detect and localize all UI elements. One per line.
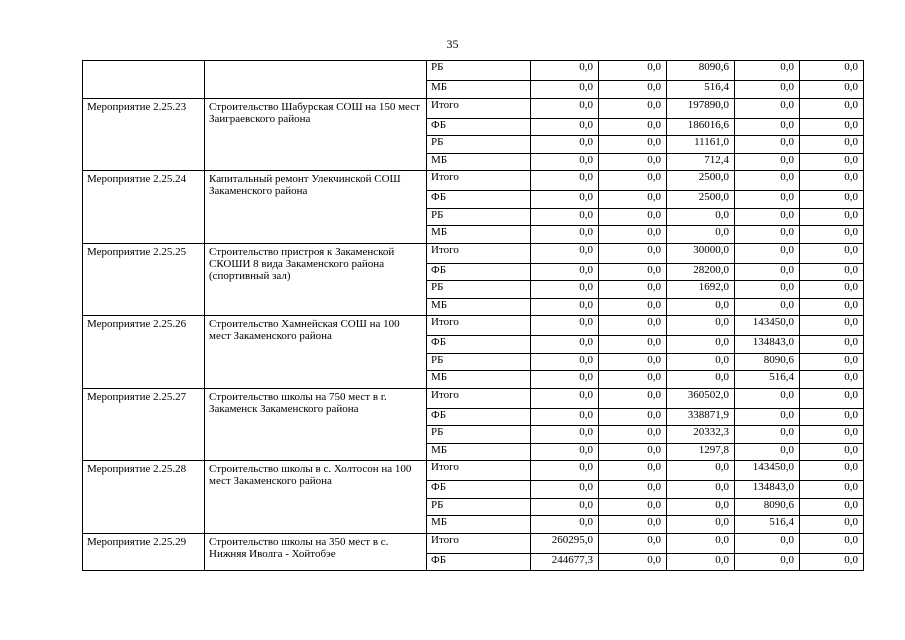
funding-source-label: ФБ [427, 336, 531, 354]
table-row [83, 98, 864, 118]
amount-cell: 0,0 [599, 298, 667, 316]
amount-cell: 0,0 [667, 461, 735, 481]
amount-cell: 0,0 [531, 426, 599, 444]
amount-cell: 0,0 [531, 408, 599, 426]
table-row [83, 316, 864, 336]
measure-description: Строительство школы в с. Холтосон на 100 мест Закаменского района [205, 461, 427, 534]
amount-cell: 0,0 [599, 61, 667, 81]
funding-source-label: ФБ [427, 118, 531, 136]
amount-cell: 0,0 [800, 118, 864, 136]
measure-description: Капитальный ремонт Улекчинской СОШ Закаменского района [205, 171, 427, 244]
page-number: 35 [446, 37, 459, 51]
measure-description [205, 61, 427, 99]
amount-cell: 0,0 [735, 208, 800, 226]
funding-source-label: Итого [427, 98, 531, 118]
funding-source-label: Итого [427, 316, 531, 336]
amount-cell: 0,0 [667, 353, 735, 371]
amount-cell: 338871,9 [667, 408, 735, 426]
measure-name: Мероприятие 2.25.24 [83, 171, 205, 244]
amount-cell: 260295,0 [531, 533, 599, 553]
amount-cell: 28200,0 [667, 263, 735, 281]
amount-cell: 0,0 [531, 336, 599, 354]
funding-source-label: ФБ [427, 481, 531, 499]
amount-cell: 0,0 [599, 208, 667, 226]
amount-cell: 0,0 [735, 153, 800, 171]
funding-source-label: РБ [427, 353, 531, 371]
amount-cell: 712,4 [667, 153, 735, 171]
amount-cell: 0,0 [800, 153, 864, 171]
funding-source-label: ФБ [427, 191, 531, 209]
funding-source-label: РБ [427, 61, 531, 81]
amount-cell: 0,0 [735, 136, 800, 154]
amount-cell: 0,0 [735, 426, 800, 444]
amount-cell: 0,0 [800, 136, 864, 154]
amount-cell: 0,0 [800, 516, 864, 534]
funding-source-label: РБ [427, 136, 531, 154]
measure-name: Мероприятие 2.25.29 [83, 533, 205, 571]
funding-source-label: ФБ [427, 553, 531, 571]
amount-cell: 0,0 [599, 153, 667, 171]
amount-cell: 0,0 [735, 263, 800, 281]
amount-cell: 0,0 [800, 243, 864, 263]
funding-source-label: МБ [427, 516, 531, 534]
amount-cell: 0,0 [735, 443, 800, 461]
amount-cell: 0,0 [667, 316, 735, 336]
amount-cell: 0,0 [735, 408, 800, 426]
amount-cell: 0,0 [531, 98, 599, 118]
amount-cell: 516,4 [735, 371, 800, 389]
amount-cell: 0,0 [735, 298, 800, 316]
amount-cell: 0,0 [800, 98, 864, 118]
amount-cell: 0,0 [599, 263, 667, 281]
amount-cell: 0,0 [667, 481, 735, 499]
amount-cell: 0,0 [735, 533, 800, 553]
measure-description: Строительство школы на 750 мест в г. Закаменск Закаменского района [205, 388, 427, 461]
amount-cell: 0,0 [667, 371, 735, 389]
funding-source-label: МБ [427, 371, 531, 389]
amount-cell: 0,0 [800, 388, 864, 408]
amount-cell: 0,0 [599, 533, 667, 553]
amount-cell: 0,0 [531, 81, 599, 99]
amount-cell: 0,0 [800, 226, 864, 244]
amount-cell: 0,0 [599, 118, 667, 136]
amount-cell: 0,0 [800, 208, 864, 226]
funding-source-label: МБ [427, 298, 531, 316]
measure-name: Мероприятие 2.25.23 [83, 98, 205, 171]
amount-cell: 516,4 [735, 516, 800, 534]
amount-cell: 0,0 [531, 118, 599, 136]
amount-cell: 0,0 [599, 553, 667, 571]
amount-cell: 0,0 [599, 481, 667, 499]
amount-cell: 0,0 [800, 298, 864, 316]
budget-table [82, 60, 864, 571]
amount-cell: 0,0 [599, 353, 667, 371]
funding-source-label: РБ [427, 208, 531, 226]
amount-cell: 0,0 [800, 461, 864, 481]
amount-cell: 0,0 [667, 226, 735, 244]
amount-cell: 0,0 [599, 136, 667, 154]
amount-cell: 0,0 [667, 516, 735, 534]
amount-cell: 0,0 [531, 498, 599, 516]
table-row [83, 243, 864, 263]
amount-cell: 143450,0 [735, 461, 800, 481]
amount-cell: 0,0 [800, 336, 864, 354]
amount-cell: 0,0 [531, 61, 599, 81]
funding-source-label: Итого [427, 388, 531, 408]
amount-cell: 0,0 [800, 81, 864, 99]
amount-cell: 0,0 [800, 443, 864, 461]
measure-name [83, 61, 205, 99]
amount-cell: 0,0 [800, 371, 864, 389]
amount-cell: 1692,0 [667, 281, 735, 299]
funding-source-label: МБ [427, 226, 531, 244]
measure-description: Строительство школы на 350 мест в с. Нижняя Иволга - Хойтобэе [205, 533, 427, 571]
funding-source-label: МБ [427, 153, 531, 171]
amount-cell: 0,0 [800, 61, 864, 81]
amount-cell: 0,0 [735, 226, 800, 244]
amount-cell: 186016,6 [667, 118, 735, 136]
amount-cell: 0,0 [800, 171, 864, 191]
amount-cell: 0,0 [531, 226, 599, 244]
amount-cell: 0,0 [531, 208, 599, 226]
amount-cell: 0,0 [735, 388, 800, 408]
amount-cell: 0,0 [667, 298, 735, 316]
amount-cell: 0,0 [667, 553, 735, 571]
amount-cell: 0,0 [531, 516, 599, 534]
amount-cell: 0,0 [735, 171, 800, 191]
table-row [83, 533, 864, 553]
amount-cell: 0,0 [735, 118, 800, 136]
funding-source-label: МБ [427, 443, 531, 461]
amount-cell: 0,0 [800, 426, 864, 444]
funding-source-label: РБ [427, 498, 531, 516]
table-row [83, 171, 864, 191]
amount-cell: 8090,6 [667, 61, 735, 81]
table-row [83, 61, 864, 81]
amount-cell: 0,0 [599, 516, 667, 534]
table-row [83, 388, 864, 408]
amount-cell: 0,0 [531, 191, 599, 209]
amount-cell: 2500,0 [667, 191, 735, 209]
amount-cell: 0,0 [531, 136, 599, 154]
amount-cell: 0,0 [531, 316, 599, 336]
amount-cell: 0,0 [800, 263, 864, 281]
amount-cell: 8090,6 [735, 353, 800, 371]
amount-cell: 0,0 [531, 281, 599, 299]
amount-cell: 11161,0 [667, 136, 735, 154]
amount-cell: 8090,6 [735, 498, 800, 516]
amount-cell: 0,0 [800, 408, 864, 426]
measure-name: Мероприятие 2.25.28 [83, 461, 205, 534]
amount-cell: 0,0 [735, 98, 800, 118]
amount-cell: 0,0 [531, 298, 599, 316]
amount-cell: 0,0 [531, 171, 599, 191]
amount-cell: 0,0 [800, 281, 864, 299]
amount-cell: 30000,0 [667, 243, 735, 263]
funding-source-label: РБ [427, 426, 531, 444]
measure-description: Строительство пристроя к Закаменской СКОШИ 8 вида Закаменского района (спортивный зал) [205, 243, 427, 316]
amount-cell: 0,0 [599, 316, 667, 336]
amount-cell: 244677,3 [531, 553, 599, 571]
amount-cell: 0,0 [599, 388, 667, 408]
amount-cell: 0,0 [599, 426, 667, 444]
amount-cell: 0,0 [599, 98, 667, 118]
funding-source-label: Итого [427, 171, 531, 191]
amount-cell: 134843,0 [735, 481, 800, 499]
measure-description: Строительство Шабурская СОШ на 150 мест Заиграевского района [205, 98, 427, 171]
funding-source-label: Итого [427, 533, 531, 553]
amount-cell: 360502,0 [667, 388, 735, 408]
amount-cell: 2500,0 [667, 171, 735, 191]
amount-cell: 0,0 [599, 81, 667, 99]
amount-cell: 0,0 [800, 316, 864, 336]
amount-cell: 0,0 [599, 461, 667, 481]
amount-cell: 0,0 [800, 353, 864, 371]
measure-description: Строительство Хамнейская СОШ на 100 мест Закаменского района [205, 316, 427, 389]
measure-name: Мероприятие 2.25.27 [83, 388, 205, 461]
amount-cell: 0,0 [599, 371, 667, 389]
table-row [83, 461, 864, 481]
amount-cell: 0,0 [531, 388, 599, 408]
amount-cell: 0,0 [735, 281, 800, 299]
amount-cell: 0,0 [599, 443, 667, 461]
amount-cell: 0,0 [667, 208, 735, 226]
amount-cell: 0,0 [531, 243, 599, 263]
amount-cell: 197890,0 [667, 98, 735, 118]
amount-cell: 134843,0 [735, 336, 800, 354]
amount-cell: 0,0 [735, 81, 800, 99]
amount-cell: 0,0 [531, 461, 599, 481]
measure-name: Мероприятие 2.25.26 [83, 316, 205, 389]
amount-cell: 0,0 [531, 263, 599, 281]
amount-cell: 0,0 [599, 281, 667, 299]
funding-source-label: МБ [427, 81, 531, 99]
funding-source-label: Итого [427, 243, 531, 263]
amount-cell: 0,0 [599, 171, 667, 191]
amount-cell: 0,0 [599, 243, 667, 263]
amount-cell: 0,0 [800, 191, 864, 209]
funding-source-label: ФБ [427, 263, 531, 281]
amount-cell: 516,4 [667, 81, 735, 99]
amount-cell: 0,0 [667, 498, 735, 516]
amount-cell: 0,0 [735, 243, 800, 263]
funding-source-label: ФБ [427, 408, 531, 426]
funding-source-label: Итого [427, 461, 531, 481]
amount-cell: 0,0 [531, 481, 599, 499]
amount-cell: 0,0 [531, 443, 599, 461]
amount-cell: 0,0 [599, 408, 667, 426]
amount-cell: 0,0 [667, 336, 735, 354]
amount-cell: 0,0 [800, 553, 864, 571]
amount-cell: 0,0 [531, 153, 599, 171]
amount-cell: 0,0 [531, 371, 599, 389]
amount-cell: 0,0 [800, 481, 864, 499]
amount-cell: 0,0 [599, 226, 667, 244]
amount-cell: 143450,0 [735, 316, 800, 336]
amount-cell: 0,0 [735, 61, 800, 81]
amount-cell: 0,0 [667, 533, 735, 553]
amount-cell: 0,0 [599, 498, 667, 516]
measure-name: Мероприятие 2.25.25 [83, 243, 205, 316]
amount-cell: 0,0 [531, 353, 599, 371]
amount-cell: 0,0 [800, 533, 864, 553]
amount-cell: 1297,8 [667, 443, 735, 461]
amount-cell: 0,0 [599, 336, 667, 354]
amount-cell: 0,0 [800, 498, 864, 516]
amount-cell: 0,0 [599, 191, 667, 209]
amount-cell: 20332,3 [667, 426, 735, 444]
amount-cell: 0,0 [735, 191, 800, 209]
amount-cell: 0,0 [735, 553, 800, 571]
funding-source-label: РБ [427, 281, 531, 299]
